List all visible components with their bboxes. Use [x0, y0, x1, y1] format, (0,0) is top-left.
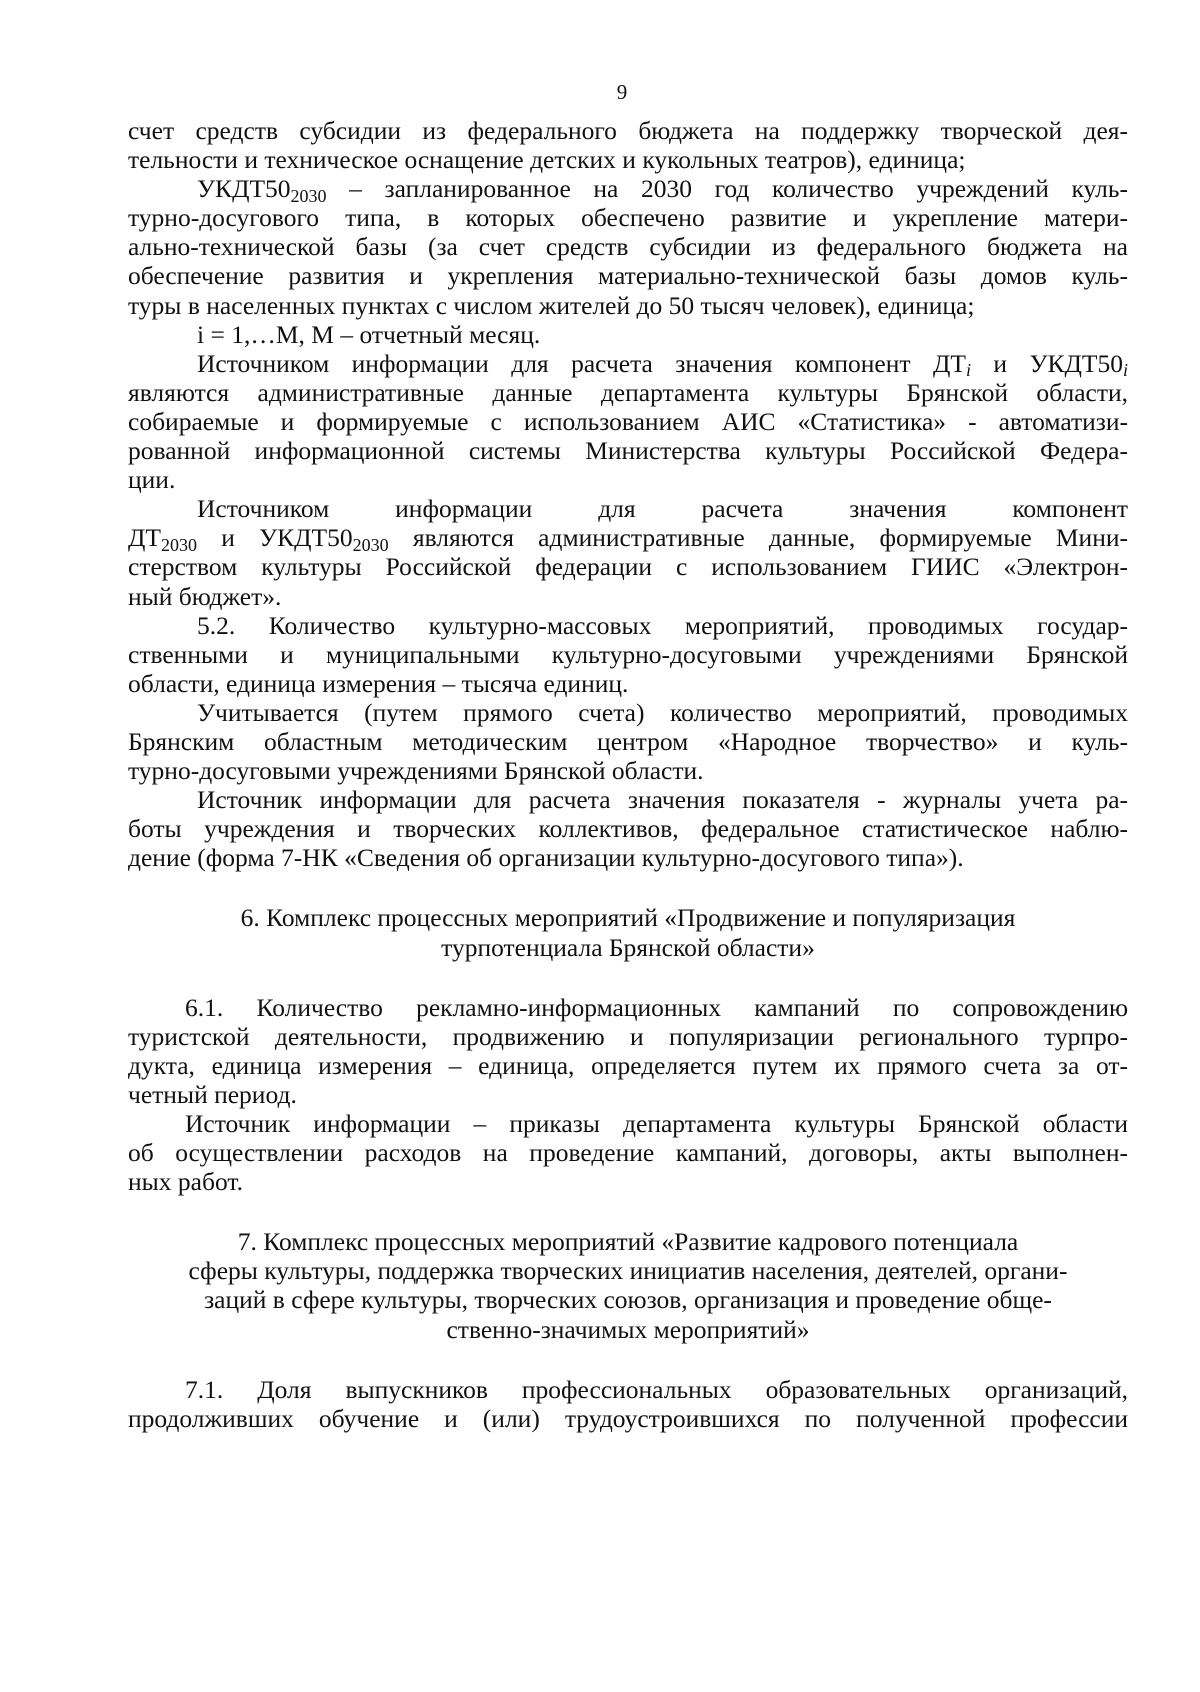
heading-line: заций в сфере культуры, творческих союзов, организация и проведение обще-	[204, 1285, 1052, 1315]
paragraph-6-1	[128, 993, 1128, 1109]
text-span: являются административные данные, формируемые Мини-	[388, 523, 1128, 553]
text-span: и УКДТ50	[196, 523, 353, 553]
page-number: 9	[616, 80, 628, 104]
section-heading-7	[128, 1227, 1128, 1343]
heading-line: 6. Комплекс процессных мероприятий «Продвижение и популяризация	[240, 903, 1016, 933]
text-span: ДТ	[128, 523, 161, 553]
text-line: ально-технической базы (за счет средств субсидии из федерального бюджета на	[128, 232, 1128, 262]
text-line: дение (форма 7-НК «Сведения об организации культурно-досугового типа»).	[128, 843, 964, 873]
text-line: тельности и техническое оснащение детских и кукольных театров), единица;	[128, 145, 966, 175]
text-line: Источником информации для расчета значения компонент	[197, 494, 1128, 524]
text-line: дукта, единица измерения – единица, определяется путем их прямого счета за от-	[128, 1050, 1128, 1080]
text-line: 7.1. Доля выпускников профессиональных образовательных организаций,	[185, 1374, 1128, 1404]
text-line: являются административные данные департамента культуры Брянской области,	[128, 377, 1128, 407]
text-line: области, единица измерения – тысяча единиц.	[128, 668, 629, 698]
text-line: 6.1. Количество рекламно-информационных кампаний по сопровождению	[185, 992, 1128, 1022]
text-line: Источник информации для расчета значения показателя - журналы учета ра-	[197, 785, 1128, 815]
text-line: стерством культуры Российской федерации с использованием ГИИС «Электрон-	[128, 552, 1128, 582]
text-line: рованной информационной системы Министерства культуры Российской Федера-	[128, 436, 1128, 466]
text-line: боты учреждения и творческих коллективов, федеральное статистическое наблю-	[128, 814, 1128, 844]
text-line: обеспечение развития и укрепления материально-технической базы домов куль-	[128, 261, 1128, 291]
text-line: i = 1,…M, М – отчетный месяц.	[197, 319, 541, 349]
text-line: об осуществлении расходов на проведение кампаний, договоры, акты выполнен-	[128, 1138, 1128, 1168]
paragraph-6-1-source	[128, 1109, 1128, 1196]
subscript: i	[965, 359, 971, 380]
text-line: ных работ.	[128, 1167, 243, 1197]
text-line: Учитывается (путем прямого счета) количество мероприятий, проводимых	[197, 697, 1128, 727]
text-line: туры в населенных пунктах с числом жителей до 50 тысяч человек), единица;	[128, 290, 975, 320]
heading-line: турпотенциала Брянской области»	[441, 932, 815, 962]
text-line: счет средств субсидии из федерального бюджета на поддержку творческой дея-	[128, 116, 1128, 145]
text-line: турно-досугового типа, в которых обеспечено развитие и укрепление матери-	[128, 203, 1128, 233]
paragraph-5-2-count	[128, 698, 1128, 785]
text-line: ции.	[128, 465, 176, 495]
text-line: Брянским областным методическим центром «Народное творчество» и куль-	[128, 726, 1128, 756]
text-line	[128, 523, 1128, 556]
text-line: 5.2. Количество культурно-массовых мероприятий, проводимых государ-	[197, 610, 1128, 640]
paragraph-source-monthly	[128, 349, 1128, 494]
text-span: и УКДТ50	[970, 348, 1123, 378]
text-line	[128, 349, 1128, 378]
heading-line: сферы культуры, поддержка творческих инициатив населения, деятелей, органи-	[188, 1256, 1068, 1286]
text-line: туристской деятельности, продвижению и популяризации регионального турпро-	[128, 1021, 1128, 1051]
text-line: ственными и муниципальными культурно-досуговыми учреждениями Брянской	[128, 639, 1128, 669]
text-line: турно-досуговыми учреждениями Брянской области.	[128, 756, 704, 786]
subscript: 2030	[160, 535, 197, 556]
subscript: 2030	[352, 535, 389, 556]
paragraph-ukdt50-definition	[128, 174, 1128, 319]
document-body	[128, 116, 1128, 1433]
text-line: собираемые и формируемые с использованием АИС «Статистика» - автоматизи-	[128, 406, 1128, 436]
variable-ukdt50: УКДТ50	[197, 174, 291, 204]
heading-line: 7. Комплекс процессных мероприятий «Развитие кадрового потенциала	[237, 1227, 1019, 1257]
section-heading-6	[128, 903, 1128, 961]
text-line	[128, 174, 1128, 207]
subscript: i	[1122, 359, 1128, 380]
text-span: – запланированное на 2030 год количество учреждений куль-	[326, 174, 1128, 204]
text-line: Источник информации – приказы департамента культуры Брянской области	[185, 1109, 1128, 1138]
paragraph-7-1	[128, 1375, 1128, 1433]
paragraph-5-2-source	[128, 785, 1128, 872]
paragraph-5-2	[128, 611, 1128, 698]
subscript: 2030	[290, 186, 327, 207]
paragraph-source-2030	[128, 494, 1128, 610]
text-line: продолживших обучение и (или) трудоустроившихся по полученной профессии	[128, 1403, 1128, 1433]
paragraph-index-definition	[128, 320, 1128, 349]
text-line: ный бюджет».	[128, 581, 282, 611]
heading-line: ственно-значимых мероприятий»	[446, 1314, 810, 1344]
text-line: четный период.	[128, 1079, 297, 1109]
paragraph-dt-definition-end	[128, 116, 1128, 174]
text-span: Источником информации для расчета значения компонент ДТ	[197, 348, 966, 378]
